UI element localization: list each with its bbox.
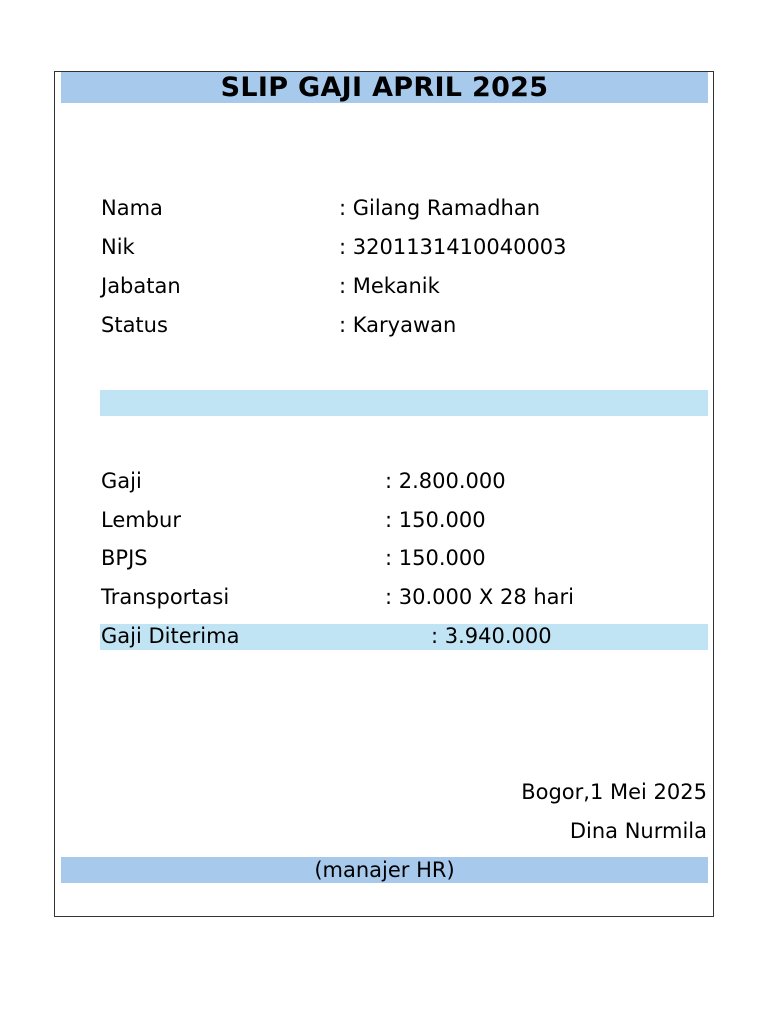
salary-base-value: : 2.800.000 xyxy=(385,469,506,493)
total-salary-value: : 3.940.000 xyxy=(431,624,552,648)
salary-transport-label: Transportasi xyxy=(101,585,230,609)
employee-position-label: Jabatan xyxy=(101,274,181,298)
page-title: SLIP GAJI APRIL 2025 xyxy=(220,72,549,103)
section-divider-band xyxy=(100,390,708,416)
total-salary-label: Gaji Diterima xyxy=(101,624,240,648)
signatory-role: (manajer HR) xyxy=(314,858,455,882)
employee-name-value: : Gilang Ramadhan xyxy=(339,196,541,220)
salary-overtime-label: Lembur xyxy=(101,508,181,532)
employee-nik-value: : 3201131410040003 xyxy=(339,235,567,259)
signatory-name: Dina Nurmila xyxy=(569,819,707,843)
salary-base-label: Gaji xyxy=(101,469,142,493)
salary-bpjs-value: : 150.000 xyxy=(385,546,486,570)
employee-position-value: : Mekanik xyxy=(339,274,440,298)
salary-transport-value: : 30.000 X 28 hari xyxy=(385,585,575,609)
employee-name-label: Nama xyxy=(101,196,163,220)
salary-bpjs-label: BPJS xyxy=(101,546,148,570)
salary-overtime-value: : 150.000 xyxy=(385,508,486,532)
employee-status-value: : Karyawan xyxy=(339,313,457,337)
employee-nik-label: Nik xyxy=(101,235,135,259)
employee-status-label: Status xyxy=(101,313,168,337)
place-date: Bogor,1 Mei 2025 xyxy=(521,780,707,804)
